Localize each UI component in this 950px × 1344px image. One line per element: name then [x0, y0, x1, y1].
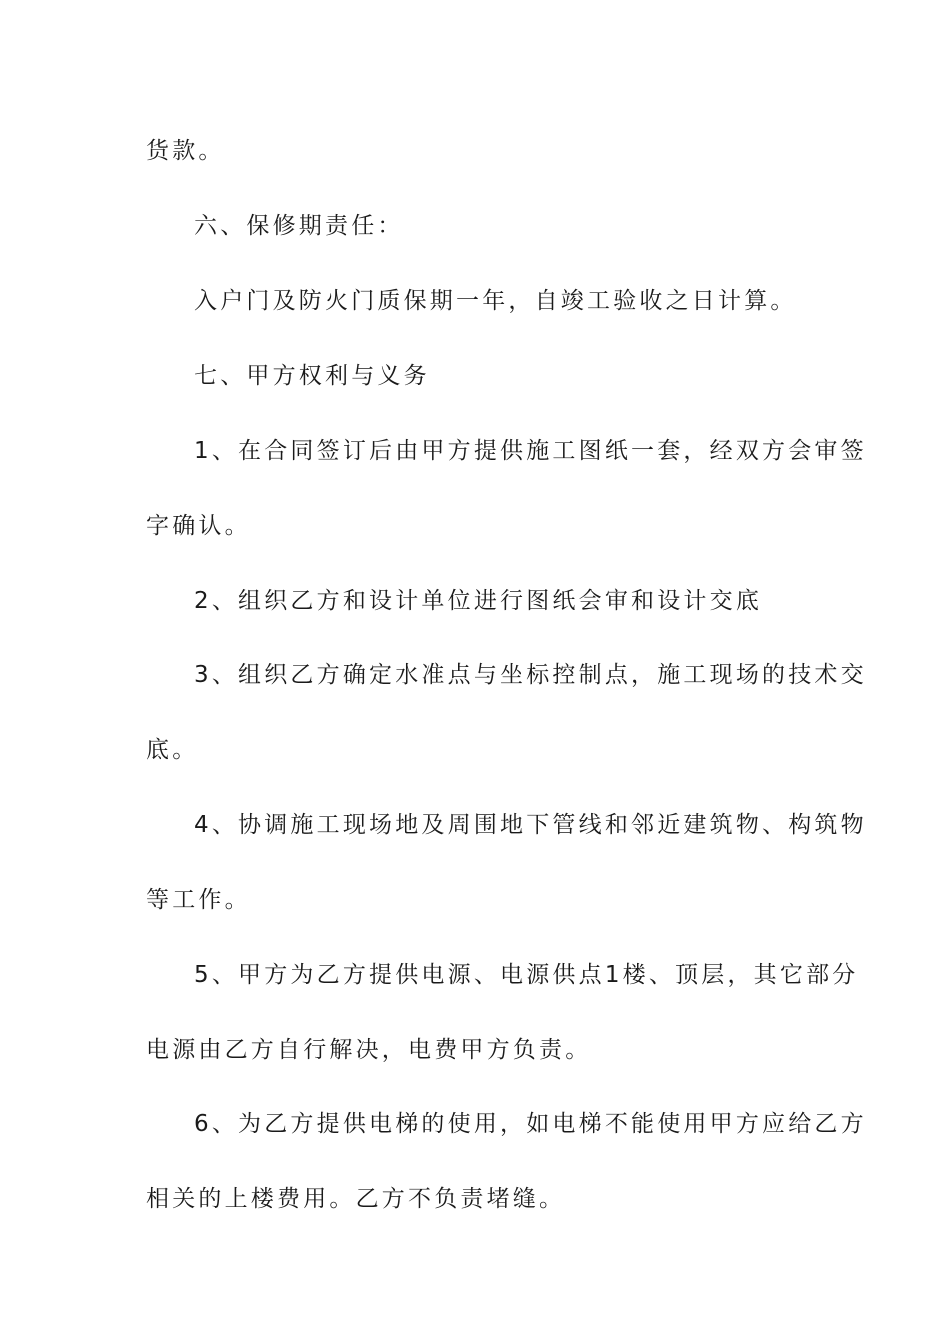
list-item-5: 5、甲方为乙方提供电源、电源供点1楼、顶层，其它部分	[194, 962, 859, 988]
section-heading-warranty: 六、保修期责任：	[194, 213, 404, 239]
list-item-1: 1、在合同签订后由甲方提供施工图纸一套，经双方会审签	[194, 438, 867, 464]
list-item-4: 4、协调施工现场地及周围地下管线和邻近建筑物、构筑物	[194, 812, 867, 838]
section-heading-party-a: 七、甲方权利与义务	[194, 363, 430, 389]
text-line: 货款。	[146, 138, 225, 164]
text-line: 等工作。	[146, 887, 251, 913]
text-line: 相关的上楼费用。乙方不负责堵缝。	[146, 1186, 566, 1212]
text-line: 底。	[146, 737, 199, 763]
text-line: 入户门及防火门质保期一年，自竣工验收之日计算。	[194, 288, 797, 314]
text-line: 字确认。	[146, 513, 251, 539]
list-item-2: 2、组织乙方和设计单位进行图纸会审和设计交底	[194, 588, 763, 614]
text-line: 电源由乙方自行解决，电费甲方负责。	[146, 1037, 592, 1063]
list-item-3: 3、组织乙方确定水准点与坐标控制点，施工现场的技术交	[194, 662, 867, 688]
list-item-6: 6、为乙方提供电梯的使用，如电梯不能使用甲方应给乙方	[194, 1111, 867, 1137]
